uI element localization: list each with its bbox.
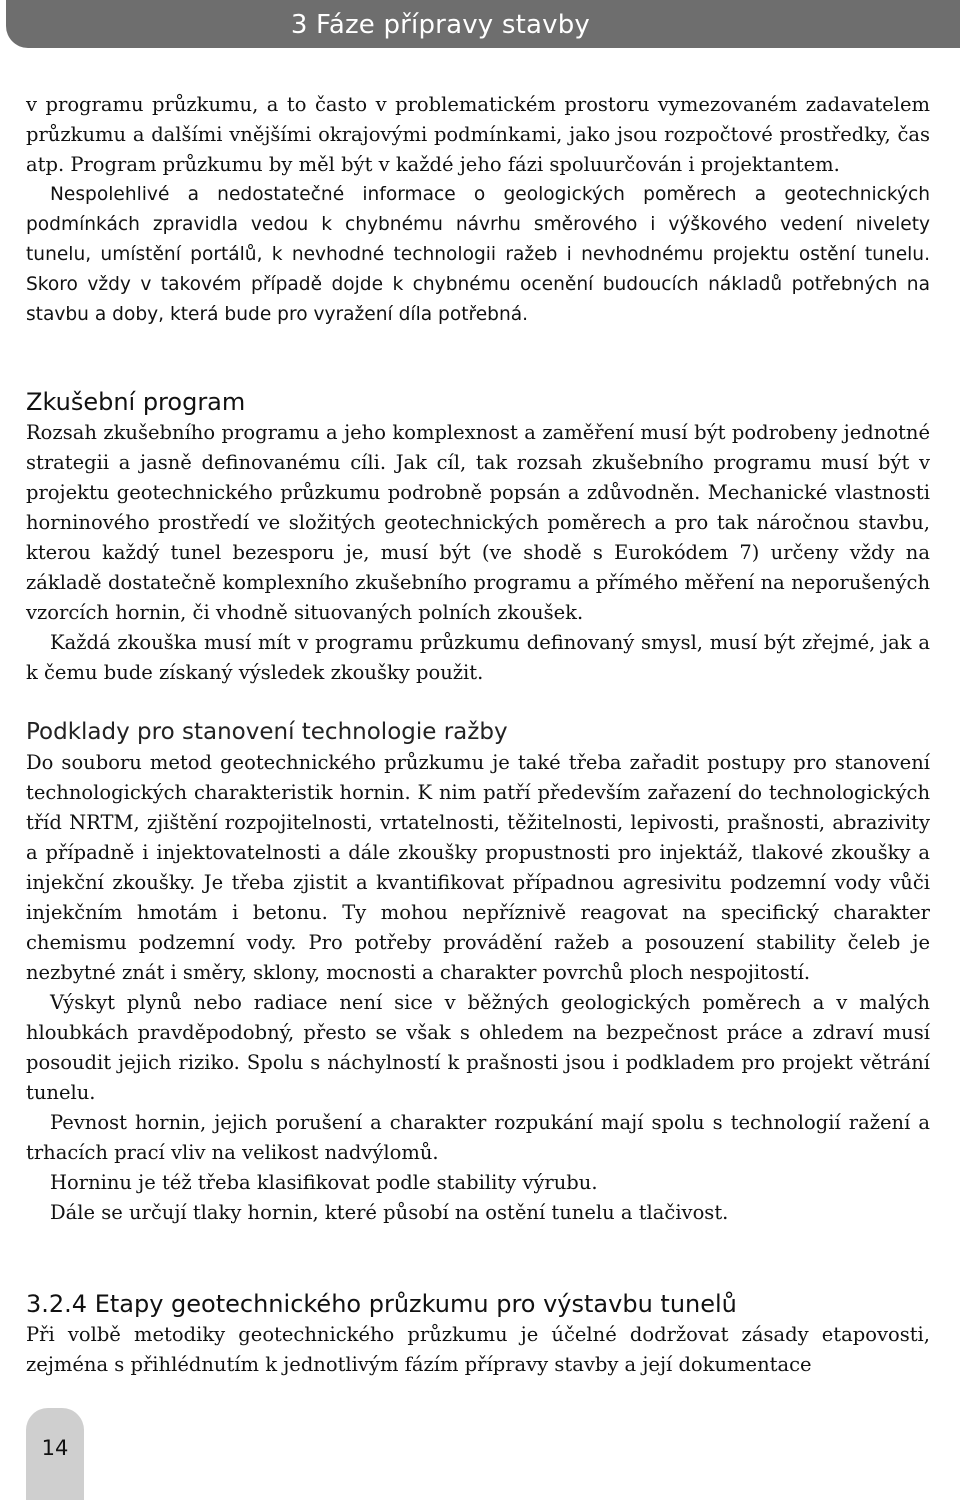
section-heading-excavation-technology: Podklady pro stanovení technologie ražby <box>26 719 508 745</box>
page-number: 14 <box>41 1436 69 1460</box>
paragraph-survey-stages-1: Při volbě metodiky geotechnického průzkumu je účelné dodržovat zásady etapovosti, zejména s přihlédnutím k jednotlivým fázím přípravy stavby a její dokumentace <box>26 1323 930 1376</box>
paragraph-excavation-1: Do souboru metod geotechnického průzkumu je také třeba zařadit postupy pro stanovení technologických charakteristik hornin. K nim patří především zařazení do technologických tříd NRTM, zjištění rozpojitelnosti, vrtatelnosti, těžitelnosti, lepivosti, prašnosti, abrazivity a případně i injektovatelnosti a dále zkoušky propustnosti pro injektáž, tlakové zkoušky a injekční zkoušky. Je třeba zjistit a kvantifikovat případnou agresivitu podzemní vody vůči injekčním hmotám i betonu. Ty mohou nepříznivě reagovat na specifický charakter chemismu podzemní vody. Pro potřeby provádění ražeb a posouzení stability čeleb je nezbytné znát i směry, sklony, mocnosti a charakter povrchů ploch nespojitostí. <box>26 751 930 984</box>
section-heading-test-program: Zkušební program <box>26 388 246 416</box>
section-test-program <box>26 386 930 688</box>
section-survey-stages <box>26 1288 930 1380</box>
intro-text <box>26 90 930 330</box>
paragraph-test-program-2: Každá zkouška musí mít v programu průzkumu definovaný smysl, musí být zřejmé, jak a k čemu bude získaný výsledek zkoušky použit. <box>26 631 930 684</box>
paragraph-excavation-4: Horninu je též třeba klasifikovat podle stability výrubu. <box>50 1171 598 1194</box>
paragraph-intro-2: Nespolehlivé a nedostatečné informace o geologických poměrech a geotechnických podmínkách zpravidla vedou k chybnému návrhu směrového i výškového vedení nivelety tunelu, umístění portálů, k nevhodné technologii ražeb i nevhodnému projektu ostění tunelu. Skoro vždy v takovém případě dojde k chybnému ocenění budoucích nákladů potřebných na stavbu a doby, která bude pro vyražení díla potřebná. <box>26 184 930 325</box>
section-excavation-technology <box>26 716 930 1228</box>
paragraph-test-program-1: Rozsah zkušebního programu a jeho komplexnost a zaměření musí být podrobeny jednotné strategii a jasně definovanému cíli. Jak cíl, tak rozsah zkušebního programu musí být v projektu geotechnického průzkumu podrobně popsán a zdůvodněn. Mechanické vlastnosti horninového prostředí ve složitých geotechnických poměrech a pro tak náročnou stavbu, kterou každý tunel bezesporu je, musí být (ve shodě s Eurokódem 7) určeny vždy na základě dostatečně komplexního zkušebního programu a přímého měření na neporušených vzorcích hornin, či vhodně situovaných polních zkoušek. <box>26 421 930 624</box>
page-number-tab <box>26 1408 84 1500</box>
paragraph-intro-1: v programu průzkumu, a to často v problematickém prostoru vymezovaném zadavatelem průzkumu a dalšími vnějšími okrajovými podmínkami, jako jsou rozpočtové prostředky, čas atp. Program průzkumu by měl být v každé jeho fázi spoluurčován i projektantem. <box>26 93 930 176</box>
paragraph-excavation-5: Dále se určují tlaky hornin, které působí na ostění tunelu a tlačivost. <box>50 1201 729 1224</box>
paragraph-excavation-2: Výskyt plynů nebo radiace není sice v běžných geologických poměrech a v malých hloubkách pravděpodobný, přesto se však s ohledem na bezpečnost práce a zdraví musí posoudit jejich riziko. Spolu s náchylností k prašnosti jsou i podkladem pro projekt větrání tunelu. <box>26 991 930 1104</box>
chapter-header-bar <box>6 0 960 48</box>
paragraph-excavation-3: Pevnost hornin, jejich porušení a charakter rozpukání mají spolu s technologií ražení a trhacích prací vliv na velikost nadvýlomů. <box>26 1111 930 1164</box>
chapter-title: 3 Fáze přípravy stavby <box>290 10 590 40</box>
section-heading-survey-stages: 3.2.4 Etapy geotechnického průzkumu pro výstavbu tunelů <box>26 1290 737 1318</box>
